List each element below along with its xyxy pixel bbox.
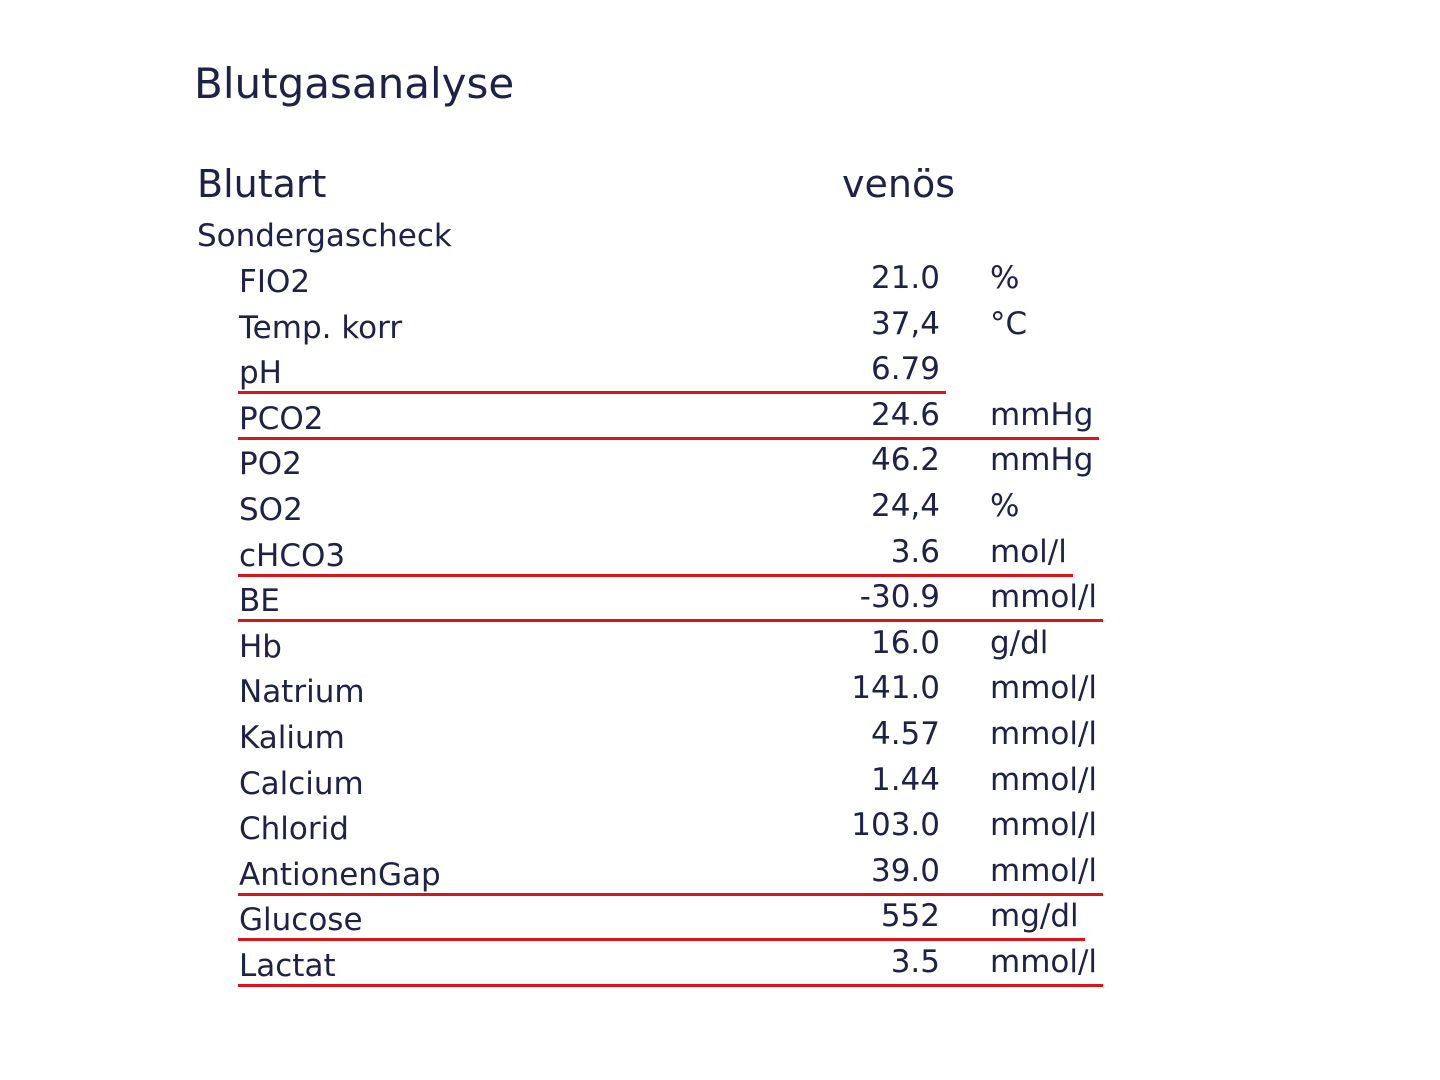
parameter-name: Kalium <box>239 719 345 756</box>
parameter-unit: mg/dl <box>990 898 1079 935</box>
result-row <box>0 440 1440 486</box>
parameter-value: 3.5 <box>890 943 940 980</box>
parameter-unit: g/dl <box>990 624 1049 661</box>
result-row <box>0 623 1440 669</box>
result-row <box>0 760 1440 806</box>
result-row <box>0 851 1440 897</box>
parameter-value: 141.0 <box>851 670 940 707</box>
parameter-name: PCO2 <box>239 400 324 437</box>
parameter-value: 16.0 <box>870 624 940 661</box>
parameter-name: Temp. korr <box>239 309 403 346</box>
page-title: Blutgasanalyse <box>194 59 515 108</box>
abnormal-underline <box>238 437 1099 440</box>
parameter-unit: mmHg <box>990 396 1094 433</box>
blood-type-label: Blutart <box>197 162 327 206</box>
result-row <box>0 532 1440 578</box>
parameter-name: Glucose <box>239 902 363 939</box>
abnormal-underline <box>238 574 1073 577</box>
parameter-unit: mmol/l <box>990 852 1098 889</box>
parameter-value: 552 <box>880 898 940 935</box>
parameter-name: cHCO3 <box>239 537 346 574</box>
abnormal-underline <box>238 984 1103 987</box>
parameter-name: FIO2 <box>239 264 311 300</box>
parameter-value: 24,4 <box>870 487 940 524</box>
result-row <box>0 896 1440 942</box>
parameter-value: 103.0 <box>851 807 940 844</box>
parameter-unit: mmol/l <box>990 579 1098 616</box>
blood-type-value: venös <box>842 162 955 206</box>
parameter-name: Chlorid <box>239 811 349 848</box>
result-row <box>0 349 1440 395</box>
parameter-unit: mmol/l <box>990 715 1098 752</box>
parameter-name: SO2 <box>239 491 303 528</box>
parameter-value: 3.6 <box>890 533 940 570</box>
result-row <box>0 942 1440 988</box>
parameter-value: 39.0 <box>870 852 940 889</box>
parameter-value: -30.9 <box>859 579 940 616</box>
parameter-unit: % <box>990 260 1020 296</box>
result-row <box>0 304 1440 350</box>
parameter-name: Natrium <box>239 674 365 711</box>
parameter-value: 21.0 <box>870 260 940 296</box>
parameter-unit: mol/l <box>990 533 1067 570</box>
parameter-name: Lactat <box>239 947 336 984</box>
parameter-value: 1.44 <box>870 761 940 798</box>
parameter-unit: % <box>990 487 1020 524</box>
result-row <box>0 395 1440 441</box>
result-row <box>0 805 1440 851</box>
parameter-unit: mmol/l <box>990 943 1098 980</box>
parameter-value: 37,4 <box>870 305 940 342</box>
parameter-unit: mmol/l <box>990 670 1098 707</box>
parameter-name: pH <box>239 355 282 392</box>
result-row <box>0 577 1440 623</box>
parameter-unit: mmol/l <box>990 761 1098 798</box>
abnormal-underline <box>238 893 1103 896</box>
abnormal-underline <box>238 619 1103 622</box>
parameter-name: Hb <box>239 628 282 665</box>
parameter-value: 24.6 <box>870 396 940 433</box>
abnormal-underline <box>238 938 1085 941</box>
parameter-value: 4.57 <box>870 715 940 752</box>
parameter-name: AntionenGap <box>239 856 441 893</box>
result-row <box>0 714 1440 760</box>
parameter-name: PO2 <box>239 446 302 483</box>
parameter-unit: mmol/l <box>990 807 1098 844</box>
section-heading: Sondergascheck <box>197 218 452 254</box>
parameter-name: BE <box>239 583 280 620</box>
result-row <box>0 668 1440 714</box>
result-row <box>0 486 1440 532</box>
abnormal-underline <box>238 391 946 394</box>
parameter-name: Calcium <box>239 765 364 802</box>
result-row <box>0 258 1440 304</box>
parameter-value: 46.2 <box>870 442 940 479</box>
parameter-unit: °C <box>990 305 1028 342</box>
parameter-value: 6.79 <box>870 351 940 388</box>
parameter-unit: mmHg <box>990 442 1094 479</box>
results-table <box>0 258 1440 988</box>
